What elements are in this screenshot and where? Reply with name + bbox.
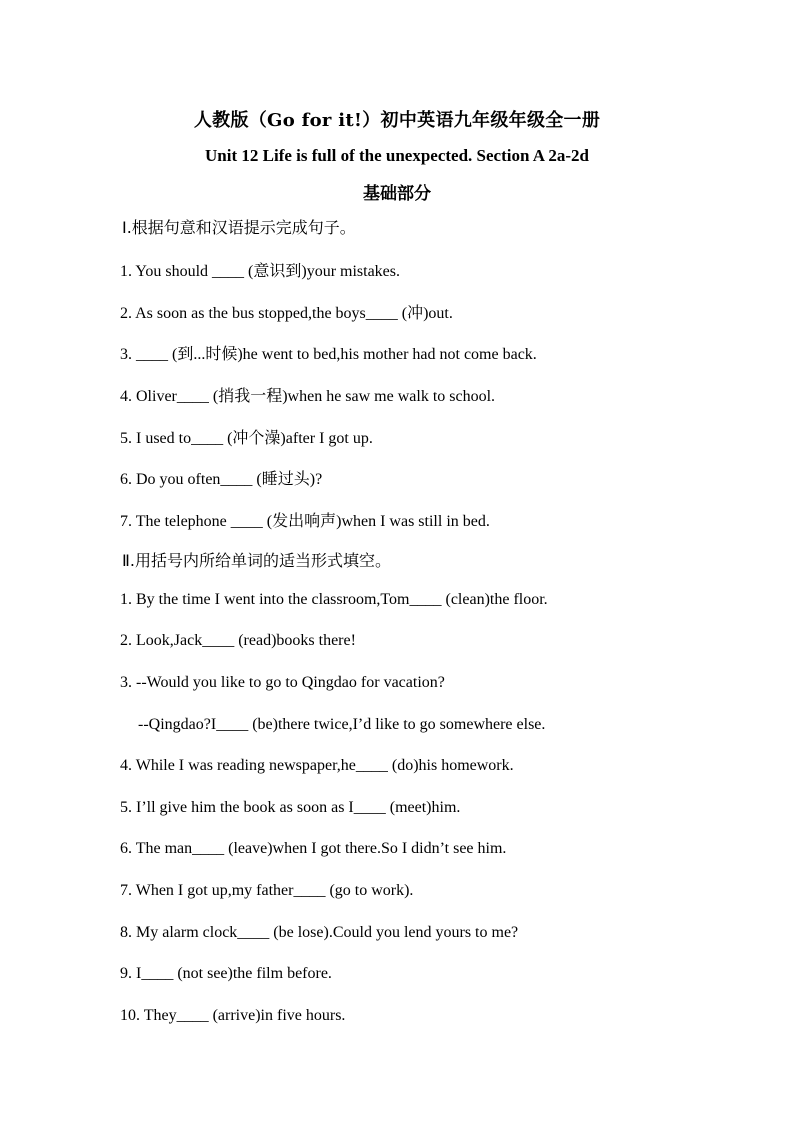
- exercise-line: 6. The man____ (leave)when I got there.So I didn’t see him.: [120, 840, 507, 857]
- section-subtitle: 基础部分: [363, 184, 431, 204]
- exercise-line: 7. When I got up,my father____ (go to work).: [120, 882, 414, 899]
- exercise-line: 5. I used to____ (冲个澡)after I got up.: [120, 430, 373, 447]
- exercise-line: 3. ____ (到...时候)he went to bed,his mother had not come back.: [120, 346, 537, 363]
- exercise-line: 10. They____ (arrive)in five hours.: [120, 1007, 346, 1024]
- document-title: 人教版（Go for it!）初中英语九年级年级全一册: [193, 110, 601, 131]
- exercise-line: 4. While I was reading newspaper,he____ (do)his homework.: [120, 757, 514, 774]
- exercise-line: 4. Oliver____ (捎我一程)when he saw me walk to school.: [120, 388, 496, 405]
- exercise-line: 2. As soon as the bus stopped,the boys____ (冲)out.: [120, 305, 453, 322]
- exercise-line: --Qingdao?I____ (be)there twice,I’d like to go somewhere else.: [138, 716, 546, 733]
- exercise-line: 3. --Would you like to go to Qingdao for vacation?: [120, 674, 445, 691]
- section-2-heading: Ⅱ.用括号内所给单词的适当形式填空。: [122, 551, 391, 570]
- exercise-line: 6. Do you often____ (睡过头)?: [120, 471, 323, 488]
- exercise-line: 1. By the time I went into the classroom,Tom____ (clean)the floor.: [120, 591, 548, 608]
- exercise-line: 8. My alarm clock____ (be lose).Could you lend yours to me?: [120, 924, 519, 941]
- exercise-line: 7. The telephone ____ (发出响声)when I was still in bed.: [120, 513, 490, 530]
- exercise-line: 1. You should ____ (意识到)your mistakes.: [120, 263, 401, 280]
- exercise-line: 5. I’ll give him the book as soon as I____ (meet)him.: [120, 799, 461, 816]
- exercise-line: 9. I____ (not see)the film before.: [120, 965, 332, 982]
- exercise-line: 2. Look,Jack____ (read)books there!: [120, 632, 356, 649]
- section-1-heading: Ⅰ.根据句意和汉语提示完成句子。: [122, 218, 356, 237]
- unit-title: Unit 12 Life is full of the unexpected. Section A 2a-2d: [205, 146, 589, 165]
